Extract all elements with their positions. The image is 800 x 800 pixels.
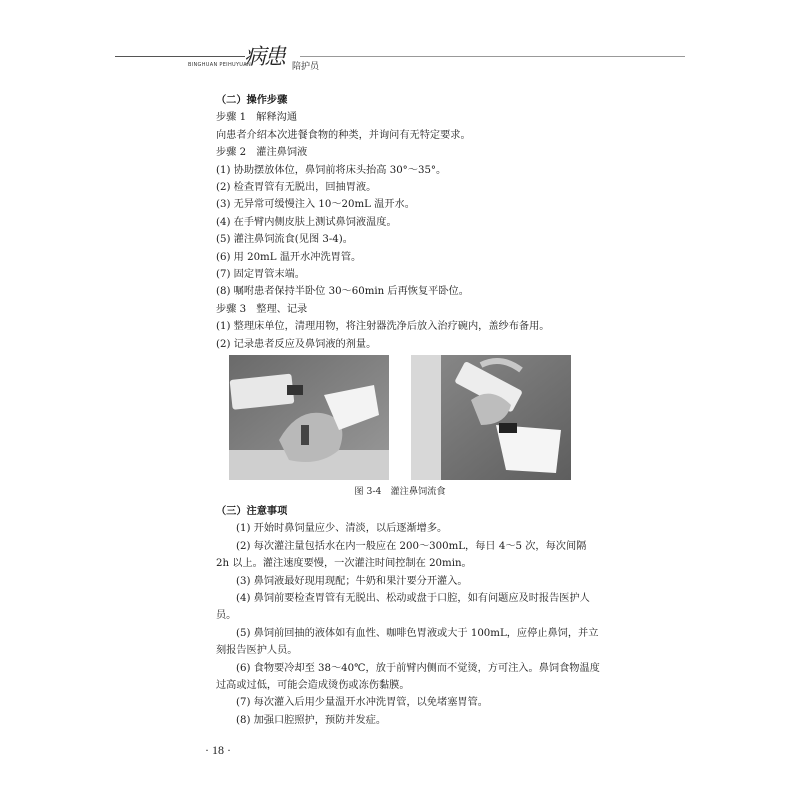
header-rule-right [300,56,685,57]
photo-syringe-feeding-right [411,355,571,480]
step2-item: (8) 嘱咐患者保持半卧位 30～60min 后再恢复平卧位。 [216,286,469,298]
step3-item: (1) 整理床单位，清理用物，将注射器洗净后放入治疗碗内，盖纱布备用。 [216,321,550,333]
step1-text: 向患者介绍本次进餐食物的种类，并询问有无特定要求。 [216,129,471,141]
photo-syringe-feeding-left [229,355,389,480]
note-item: (5) 鼻饲前回抽的液体如有血性、咖啡色胃液或大于 100mL，应停止鼻饲，并立刻报告医护人员。 [216,627,599,657]
note-item: (7) 每次灌入后用少量温开水冲洗胃管，以免堵塞胃管。 [236,697,488,709]
note-item: (6) 食物要冷却至 38～40℃，放于前臂内侧而不觉烫，方可注入。鼻饲食物温度过高或过低，可能会造成烫伤或冻伤黏膜。 [216,662,600,692]
step2-item: (2) 检查胃管有无脱出，回抽胃液。 [216,182,377,194]
note-item: (2) 每次灌注量包括水在内一般应在 200～300mL，每日 4～5 次，每次间隔 2h 以上。灌注速度要慢，一次灌注时间控制在 20min。 [216,540,587,570]
section-title-ops: （二）操作步骤 [216,95,288,106]
section-title-notes: （三）注意事项 [216,506,288,517]
note-item: (4) 鼻饲前要检查胃管有无脱出、松动或盘于口腔，如有问题应及时报告医护人员。 [216,593,590,622]
step2-title: 步骤 2 灌注鼻饲液 [216,147,308,159]
note-item: (3) 鼻饲液最好现用现配；牛奶和果汁要分开灌入。 [236,575,468,587]
step2-item: (5) 灌注鼻饲流食(见图 3-4)。 [216,234,353,246]
note-item: (8) 加强口腔照护，预防并发症。 [236,714,387,726]
header-subtitle: 陪护员 [292,62,320,72]
operation-steps [216,92,601,353]
step1-title: 步骤 1 解释沟通 [216,112,298,124]
figure-caption: 图 3-4 灌注鼻饲流食 [354,486,446,497]
step3-title: 步骤 3 整理、记录 [216,303,308,315]
figure-photos [229,355,574,480]
header-pinyin: BINGHUAN PEIHUYUAN [188,62,252,68]
header-rule-left [115,56,245,57]
step2-item: (3) 无异常可缓慢注入 10～20mL 温开水。 [216,199,415,211]
step2-item: (7) 固定胃管末端。 [216,269,305,281]
step3-item: (2) 记录患者反应及鼻饲液的剂量。 [216,338,377,350]
step2-item: (1) 协助摆放体位，鼻饲前将床头抬高 30°～35°。 [216,164,447,176]
note-item: (1) 开始时鼻饲量应少、清淡，以后逐渐增多。 [236,523,448,535]
step2-item: (6) 用 20mL 温开水冲洗胃管。 [216,251,362,263]
step2-item: (4) 在手臂内侧皮肤上测试鼻饲液温度。 [216,216,397,228]
precautions [216,503,601,729]
book-logo: 病患 [244,45,285,70]
page-number: · 18 · [205,743,231,757]
